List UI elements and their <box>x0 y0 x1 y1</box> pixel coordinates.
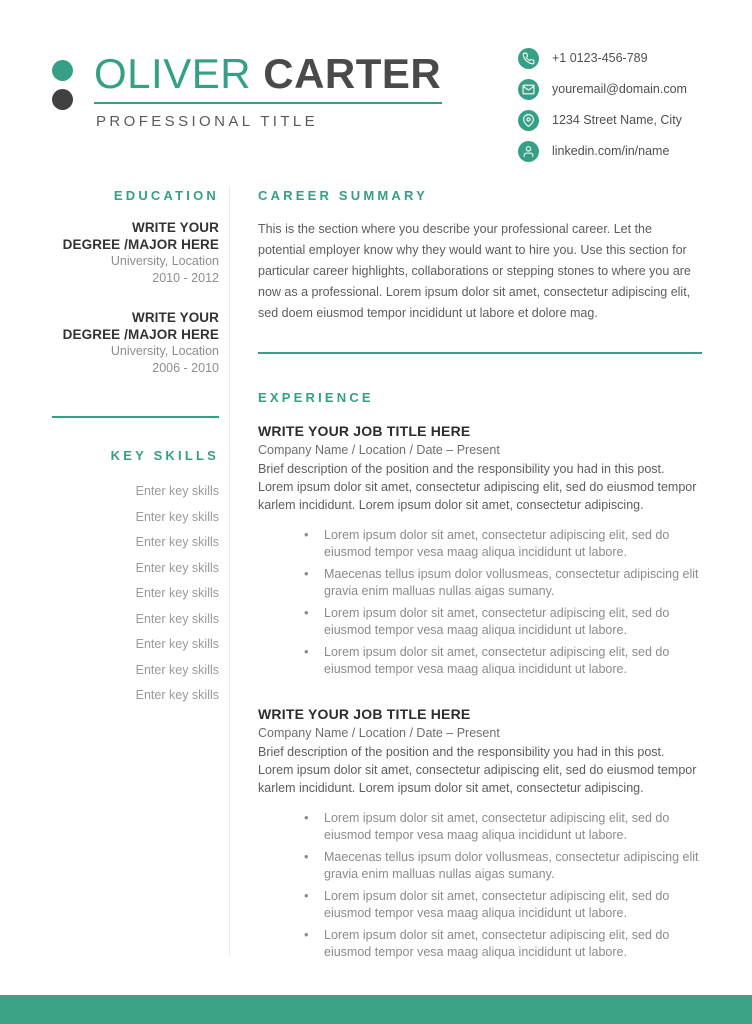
job-description: Brief description of the position and the responsibility you had in this post. Lorem ipsum dolor sit amet, consectetur adipiscing elit, sed do eiusmod tempor karlem incididunt. Lorem ipsum dolor sit amet, consectetur adipiscing. <box>258 462 697 512</box>
job-title: WRITE YOUR JOB TITLE HERE <box>258 423 471 439</box>
job-title: WRITE YOUR JOB TITLE HERE <box>258 706 471 722</box>
education-heading: EDUCATION <box>113 188 219 203</box>
footer-bar <box>0 995 752 1024</box>
job-bullet-list <box>258 810 702 961</box>
education-degree-line1: WRITE YOUR <box>131 310 219 325</box>
map-pin-icon <box>518 110 539 131</box>
phone-icon <box>518 48 539 69</box>
job-description: Brief description of the position and the responsibility you had in this post. Lorem ipsum dolor sit amet, consectetur adipiscing elit, sed do eiusmod tempor karlem incididunt. Lorem ipsum dolor sit amet, consectetur adipiscing. <box>258 745 697 795</box>
skill-item[interactable]: Enter key skills <box>135 560 219 575</box>
name-underline <box>94 102 442 104</box>
education-degree-line2: DEGREE /MAJOR HERE <box>62 237 219 252</box>
professional-title: PROFESSIONAL TITLE <box>96 113 319 130</box>
job-bullet: • Lorem ipsum dolor sit amet, consectetur adipiscing elit, sed do eiusmod tempor vesa maag aliqua incididunt ut labore. <box>304 810 702 844</box>
job-meta: Company Name / Location / Date – Present <box>258 726 500 740</box>
skill-item[interactable]: Enter key skills <box>135 586 219 600</box>
job-meta: Company Name / Location / Date – Present <box>258 443 500 457</box>
full-name <box>94 50 441 98</box>
education-degree-line2: DEGREE /MAJOR HERE <box>62 327 219 342</box>
contact-list <box>518 44 738 168</box>
education-item <box>52 309 219 377</box>
contact-value-phone: +1 0123-456-789 <box>552 51 648 65</box>
job-bullet: • Lorem ipsum dolor sit amet, consectetur adipiscing elit, sed do eiusmod tempor vesa maag aliqua incididunt ut labore. <box>304 927 702 961</box>
experience-heading: EXPERIENCE <box>258 390 374 405</box>
left-divider-wrap <box>52 399 219 418</box>
key-skills-list <box>52 479 219 709</box>
person-icon <box>518 141 539 162</box>
experience-job <box>258 422 702 678</box>
career-summary-body: This is the section where you describe your professional career. Let the potential employer know why they would want to hire you. Use this section for particular career highlights, collaborations or stepping stones to where you are now as a professional. Lorem ipsum dolor sit amet, consectetur adipiscing elit, sed doem eiusmod tempor incididunt ut labore et dolore mag. <box>258 222 691 320</box>
education-degree-line1: WRITE YOUR <box>131 220 219 235</box>
skill-item[interactable]: Enter key skills <box>135 688 219 702</box>
skill-item[interactable]: Enter key skills <box>135 484 219 498</box>
key-skills-heading: KEY SKILLS <box>110 448 219 463</box>
left-section-divider <box>52 416 219 418</box>
education-item <box>52 219 219 287</box>
education-date: 2010 - 2012 <box>152 271 219 285</box>
dot-icon-bottom <box>52 89 73 110</box>
career-summary-divider <box>258 352 702 354</box>
job-bullet: • Lorem ipsum dolor sit amet, consectetur adipiscing elit, sed do eiusmod tempor vesa maag aliqua incididunt ut labore. <box>304 888 702 922</box>
skill-item[interactable]: Enter key skills <box>135 535 219 549</box>
skill-item[interactable]: Enter key skills <box>135 637 219 651</box>
job-bullet: • Maecenas tellus ipsum dolor vollusmeas, consectetur adipiscing elit gravia enim malluas nullas aigas sumany. <box>304 849 702 883</box>
job-bullet: • Lorem ipsum dolor sit amet, consectetur adipiscing elit, sed do eiusmod tempor vesa maag aliqua incididunt ut labore. <box>304 527 702 561</box>
education-school: University, Location <box>110 344 219 358</box>
skill-item[interactable]: Enter key skills <box>135 509 219 524</box>
job-bullet-list <box>258 527 702 678</box>
job-bullet: • Lorem ipsum dolor sit amet, consectetur adipiscing elit, sed do eiusmod tempor vesa maag aliqua incididunt ut labore. <box>304 644 702 678</box>
contact-item-email[interactable] <box>518 75 738 103</box>
right-column <box>258 188 702 966</box>
first-name: OLIVER <box>94 50 252 97</box>
contact-item-linkedin[interactable] <box>518 137 738 165</box>
last-name: CARTER <box>263 50 442 97</box>
dot-icon-top <box>52 60 73 81</box>
contact-value-linkedin: linkedin.com/in/name <box>552 144 670 158</box>
contact-item-phone[interactable] <box>518 44 738 72</box>
left-column <box>52 188 219 709</box>
career-summary-heading: CAREER SUMMARY <box>258 188 428 203</box>
resume-header <box>0 0 752 172</box>
education-date: 2006 - 2010 <box>152 361 219 375</box>
envelope-icon <box>518 79 539 100</box>
skill-item[interactable]: Enter key skills <box>135 611 219 626</box>
column-divider <box>229 186 230 956</box>
contact-value-email: youremail@domain.com <box>552 82 687 96</box>
contact-item-address[interactable] <box>518 106 738 134</box>
job-bullet: • Lorem ipsum dolor sit amet, consectetur adipiscing elit, sed do eiusmod tempor vesa maag aliqua incididunt ut labore. <box>304 605 702 639</box>
education-school: University, Location <box>110 254 219 268</box>
job-bullet: • Maecenas tellus ipsum dolor vollusmeas, consectetur adipiscing elit gravia enim malluas nullas aigas sumany. <box>304 566 702 600</box>
experience-job <box>258 705 702 961</box>
skill-item[interactable]: Enter key skills <box>135 662 219 677</box>
decorative-dots <box>52 60 78 110</box>
contact-value-address: 1234 Street Name, City <box>552 113 682 127</box>
